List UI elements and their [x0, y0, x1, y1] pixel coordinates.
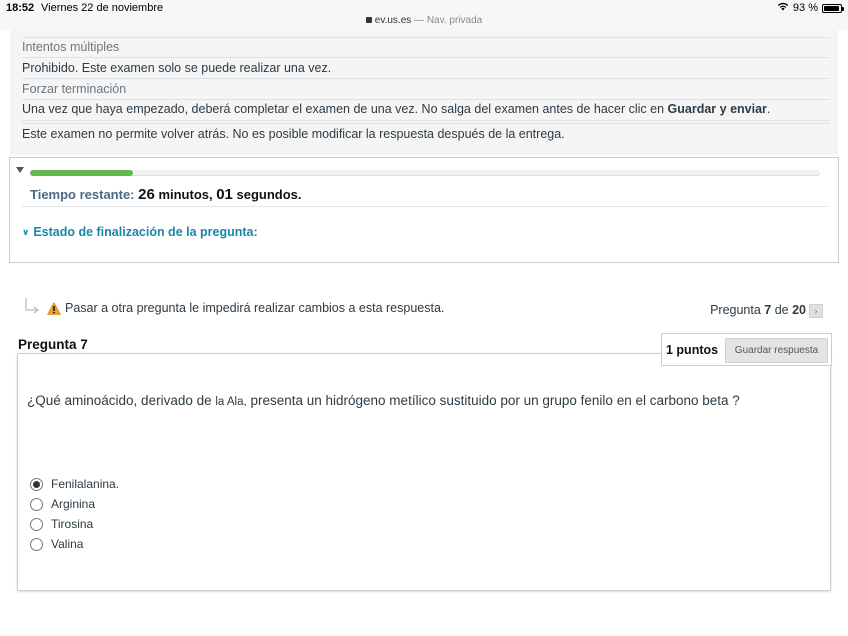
time-remaining — [30, 186, 302, 203]
backtrack-text: Este examen no permite volver atrás. No es posible modificar la respuesta después de la entrega. — [22, 127, 565, 141]
question-status-toggle[interactable] — [22, 225, 258, 239]
clock: 18:52 — [6, 2, 35, 14]
time-progress-bar — [30, 170, 820, 176]
question-box — [17, 353, 831, 591]
time-remaining-label: Tiempo restante: — [30, 187, 135, 202]
radio-button[interactable] — [30, 498, 43, 511]
answer-label: Valina — [51, 537, 84, 551]
divider — [22, 123, 830, 124]
exam-info — [10, 30, 838, 155]
status-indicators — [777, 2, 842, 14]
answer-label: Fenilalanina. — [51, 477, 120, 491]
address-bar[interactable] — [0, 15, 848, 26]
url: ev.us.es — [374, 15, 412, 26]
question-points: 1 puntos — [666, 343, 719, 357]
radio-button[interactable] — [30, 478, 43, 491]
ios-status-bar — [0, 0, 848, 30]
multiple-attempts-text: Prohibido. Este examen solo se puede realizar una vez. — [22, 61, 332, 75]
minutes-value: 26 — [138, 186, 155, 203]
radio-button[interactable] — [30, 518, 43, 531]
chevron-right-icon: › — [814, 306, 818, 316]
minutes-unit: minutos, — [154, 187, 217, 202]
answer-option[interactable] — [30, 494, 119, 514]
date: Viernes 22 de noviembre — [41, 2, 164, 14]
timer-panel — [9, 157, 839, 263]
battery-icon — [822, 4, 842, 13]
save-answer-button[interactable]: Guardar respuesta — [725, 338, 828, 363]
question-counter: Pregunta 7 de 20 — [710, 303, 806, 317]
collapse-toggle-icon[interactable] — [16, 167, 24, 173]
navigation-warning — [47, 301, 444, 315]
double-chevron-down-icon: ∨ — [22, 226, 30, 237]
time-progress-fill — [30, 170, 133, 176]
question-text: ¿Qué aminoácido, derivado de la Ala, presenta un hidrógeno metílico sustituido por un grupo fenilo en el carbono beta ? — [27, 393, 740, 408]
wifi-icon — [777, 2, 789, 14]
question-title: Pregunta 7 — [18, 337, 88, 352]
answer-option[interactable] — [30, 474, 119, 494]
force-completion-label: Forzar terminación — [22, 82, 127, 96]
question-header-box — [661, 333, 832, 366]
navigation-warning-text: Pasar a otra pregunta le impedirá realizar cambios a esta respuesta. — [65, 301, 445, 315]
lock-icon — [366, 17, 372, 23]
turn-arrow-icon — [24, 297, 40, 317]
answer-label: Tirosina — [51, 517, 94, 531]
radio-button[interactable] — [30, 538, 43, 551]
divider — [22, 206, 828, 207]
divider — [22, 120, 830, 121]
answer-option[interactable] — [30, 514, 119, 534]
next-question-button[interactable] — [809, 304, 823, 318]
battery-percent: 93 % — [792, 2, 818, 14]
question-status-label: Estado de finalización de la pregunta: — [33, 225, 258, 239]
divider — [22, 99, 830, 100]
divider — [22, 57, 830, 58]
answer-option[interactable] — [30, 534, 119, 554]
private-mode-label: — Nav. privada — [411, 15, 483, 26]
seconds-unit: segundos. — [232, 187, 302, 202]
answer-options — [30, 474, 119, 554]
divider — [22, 78, 830, 79]
warning-icon — [47, 302, 61, 315]
force-completion-text: Una vez que haya empezado, deberá completar el examen de una vez. No salga del examen antes de hacer clic en Guardar y enviar. — [22, 102, 771, 116]
answer-label: Arginina — [51, 497, 96, 511]
multiple-attempts-label: Intentos múltiples — [22, 40, 120, 54]
divider — [22, 37, 830, 38]
seconds-value: 01 — [216, 186, 233, 203]
